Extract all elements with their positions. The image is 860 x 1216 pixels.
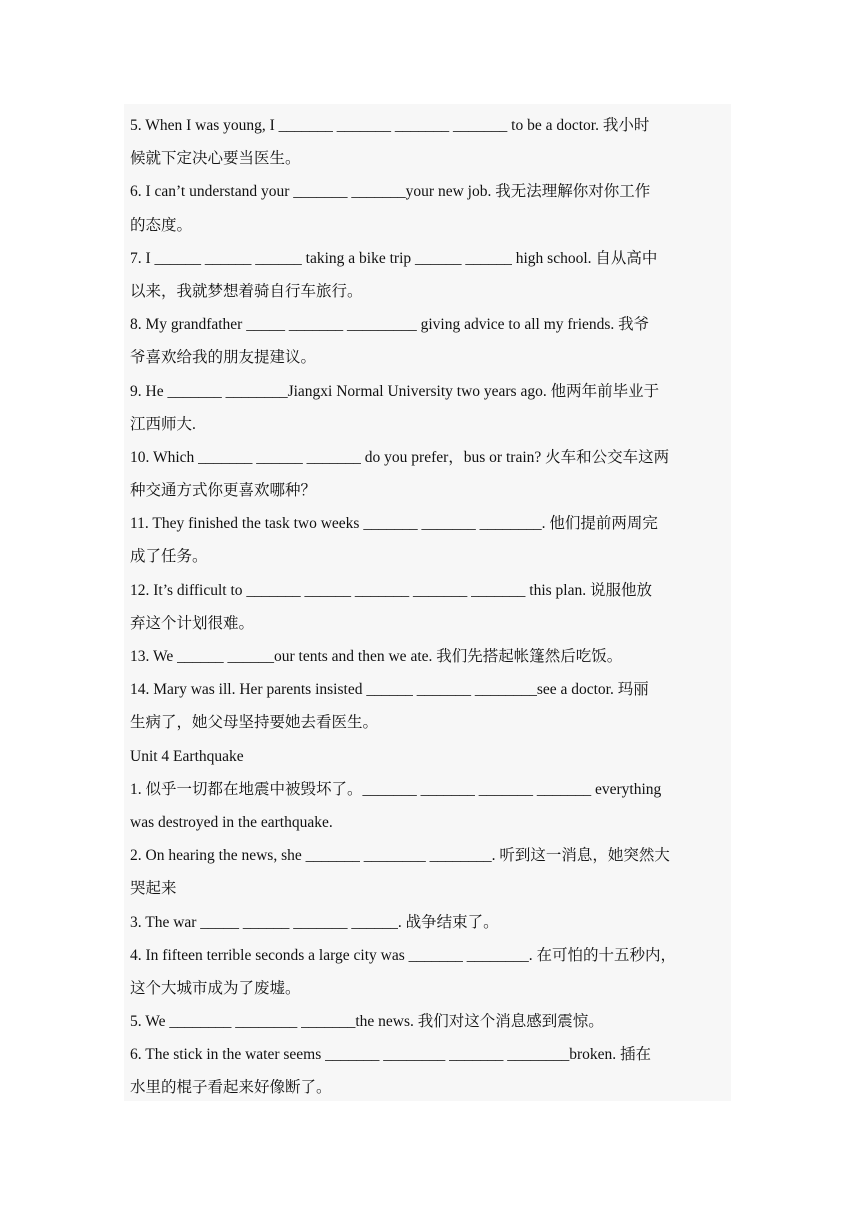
text-line: 1. 似乎一切都在地震中被毁坏了。_______ _______ _______ _______ everything [130,780,662,798]
text-line: 江西师大. [130,415,196,433]
text-line: 以来，我就梦想着骑自行车旅行。 [130,282,363,300]
text-line: 4. In fifteen terrible seconds a large city was _______ ________. 在可怕的十五秒内， [130,946,676,964]
text-line: 6. I can’t understand your _______ _______your new job. 我无法理解你对你工作 [130,183,651,201]
text-line: 11. They finished the task two weeks _______ _______ ________. 他们提前两周完 [130,515,658,533]
text-line: 13. We ______ ______our tents and then we ate. 我们先搭起帐篷然后吃饭。 [130,648,623,665]
text-line: 12. It’s difficult to _______ ______ _______ _______ _______ this plan. 说服他放 [130,581,652,599]
text-line: 6. The stick in the water seems _______ ________ _______ ________broken. 插在 [130,1046,652,1064]
text-line: 2. On hearing the news, she _______ ________ ________. 听到这一消息，她突然大 [130,847,670,865]
text-line: 候就下定决心要当医生。 [130,150,301,168]
text-line: 10. Which _______ ______ _______ do you prefer，bus or train? 火车和公交车这两 [130,448,670,466]
text-line: 种交通方式你更喜欢哪种？ [130,482,317,500]
exercise-text [130,109,734,1105]
text-line: 爷喜欢给我的朋友提建议。 [130,349,317,367]
text-line: 8. My grandfather _____ _______ _________ giving advice to all my friends. 我爷 [130,316,650,334]
text-line: 的态度。 [130,216,193,234]
text-line: 3. The war _____ ______ _______ ______. 战争结束了。 [130,913,499,931]
text-line: 5. When I was young, I _______ _______ _______ _______ to be a doctor. 我小时 [130,117,650,134]
text-line: 这个大城市成为了废墟。 [130,979,301,997]
text-line: 弃这个计划很难。 [130,614,255,632]
text-line: 生病了，她父母坚持要她去看医生。 [130,714,379,732]
text-line: 14. Mary was ill. Her parents insisted ______ _______ ________see a doctor. 玛丽 [130,681,649,699]
section-heading: Unit 4 Earthquake [130,747,244,765]
text-line: 7. I ______ ______ ______ taking a bike trip ______ ______ high school. 自从高中 [130,249,658,267]
text-line: 5. We ________ ________ _______the news. 我们对这个消息感到震惊。 [130,1013,604,1031]
text-line: 9. He _______ ________Jiangxi Normal University two years ago. 他两年前毕业于 [130,382,660,400]
text-line: 水里的棍子看起来好像断了。 [130,1079,332,1097]
text-line: was destroyed in the earthquake. [130,813,333,831]
text-line: 成了任务。 [130,548,208,566]
text-line: 哭起来 [130,880,177,898]
